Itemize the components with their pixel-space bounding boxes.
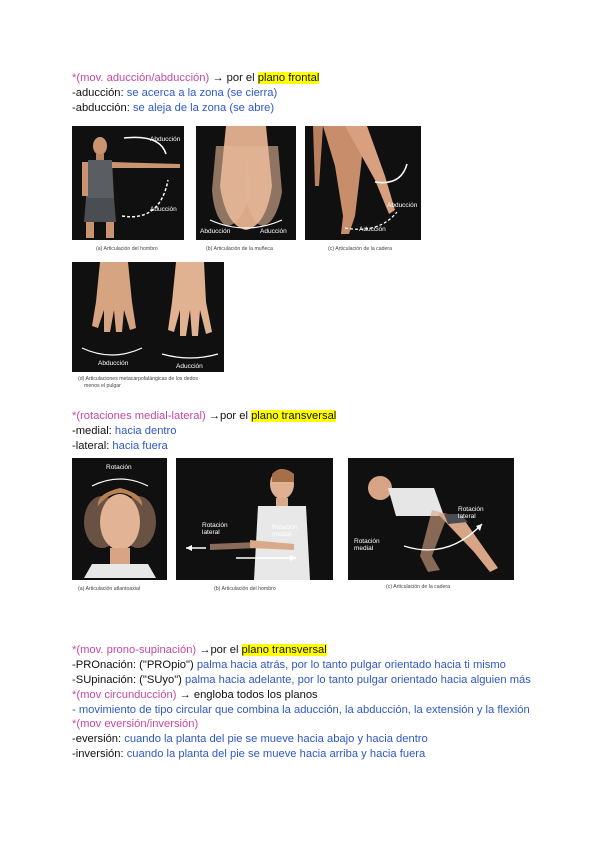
inversion-line [72,747,425,761]
term: -lateral: [72,440,110,452]
eversion-heading [72,717,198,731]
circunduccion-heading [72,688,318,702]
label-rotacion-lateral-1: Rotación [458,506,484,513]
caption-shoulder: (a) Articulación del hombro [96,246,158,252]
aduccion-line [72,86,277,100]
definition: hacia dentro [111,425,177,437]
heading-text: *(mov circunducción) [72,689,177,701]
label-abduccion: Abducción [387,202,418,209]
caption-wrist: (b) Articulación de la muñeca [206,246,273,252]
definition: cuando la planta del pie se mueve hacia arriba y hacia fuera [123,748,426,760]
highlighted-plane: plano transversal [251,410,337,422]
label-rotacion-lateral-1: Rotación [202,522,228,529]
term: -eversión: [72,733,122,745]
section3-heading [72,643,327,657]
heading-rest: → engloba todos los planos [176,689,318,701]
label-rotacion-lateral-2: lateral [202,529,220,536]
label-rotacion-lateral-2: lateral [458,513,476,520]
supinacion-line [72,673,531,687]
figure-shoulder-rotation [176,458,333,580]
term: -abducción: [72,102,130,114]
definition: cuando la planta del pie se mueve hacia abajo y hacia dentro [121,733,428,745]
definition: hacia fuera [109,440,168,452]
medial-line [72,424,176,438]
label-aduccion: Aducción [176,363,203,370]
label-aduccion: Aducción [150,206,177,213]
heading-text: *(mov. aducción/abducción) [72,72,210,84]
figure-fingers-abduction [72,262,224,372]
wrist-illustration [196,126,296,240]
label-aduccion: Aducción [359,226,386,233]
label-rotacion-medial-1: Rotación [354,538,380,545]
section1-heading [72,71,319,85]
figure-shoulder-abduction [72,126,184,240]
figure-hip-abduction [305,126,421,240]
arrow-text: →por el [196,644,242,656]
label-abduccion: Abducción [150,136,181,143]
caption-hip: (c) Articulación de la cadera [328,246,393,252]
caption-hip-rotation: (c) Articulación de la cadera [386,584,451,590]
definition: - movimiento de tipo circular que combina la aducción, la abducción, la extensión y la flexión [72,704,530,716]
pronacion-line [72,658,506,672]
abduccion-line [72,101,274,115]
definition: palma hacia adelante, por lo tanto pulgar orientado hacia alguien más [181,674,531,686]
figure-hip-rotation [348,458,514,580]
caption-fingers-2: menos el pulgar [84,383,121,389]
shoulder-illustration [72,126,184,240]
shoulder-rotation-illustration [176,458,333,580]
label-rotacion: Rotación [106,464,132,471]
label-rotacion-medial-2: medial [272,531,292,538]
eversion-line [72,732,428,746]
fingers-illustration [72,262,224,372]
heading-text: *(mov eversión/inversión) [72,718,199,730]
arrow-text: → por el [209,72,258,84]
term: -medial: [72,425,112,437]
label-aduccion: Aducción [260,228,287,235]
figure-wrist-abduction [196,126,296,240]
arrow-text: →por el [205,410,252,422]
label-abduccion: Abducción [200,228,231,235]
hip-rotation-illustration [348,458,514,580]
highlighted-plane: plano transversal [241,644,327,656]
term: -inversión: [72,748,124,760]
lateral-line [72,439,168,453]
caption-shoulder-rotation: (b) Articulación del hombro [214,586,276,592]
hip-illustration [305,126,421,240]
label-abduccion: Abducción [98,360,129,367]
highlighted-plane: plano frontal [257,72,320,84]
label-rotacion-medial-1: Rotación [272,524,298,531]
heading-text: *(rotaciones medial-lateral) [72,410,206,422]
definition: palma hacia atrás, por lo tanto pulgar orientado hacia ti mismo [193,659,506,671]
definition: se acerca a la zona (se cierra) [123,87,278,99]
figure-head-rotation [72,458,167,580]
definition: se aleja de la zona (se abre) [129,102,275,114]
circunduccion-line [72,703,530,717]
term: -PROnación: ("PROpio") [72,659,194,671]
caption-head: (a) Articulación atlantoaxial [78,586,140,592]
caption-fingers-1: (d) Articulaciones metacarpofalángicas de los dedos [78,376,198,382]
section2-heading [72,409,336,423]
heading-text: *(mov. prono-supinación) [72,644,197,656]
label-rotacion-medial-2: medial [354,545,374,552]
term: -SUpinación: ("SUyo") [72,674,182,686]
term: -aducción: [72,87,124,99]
head-illustration [72,458,167,580]
